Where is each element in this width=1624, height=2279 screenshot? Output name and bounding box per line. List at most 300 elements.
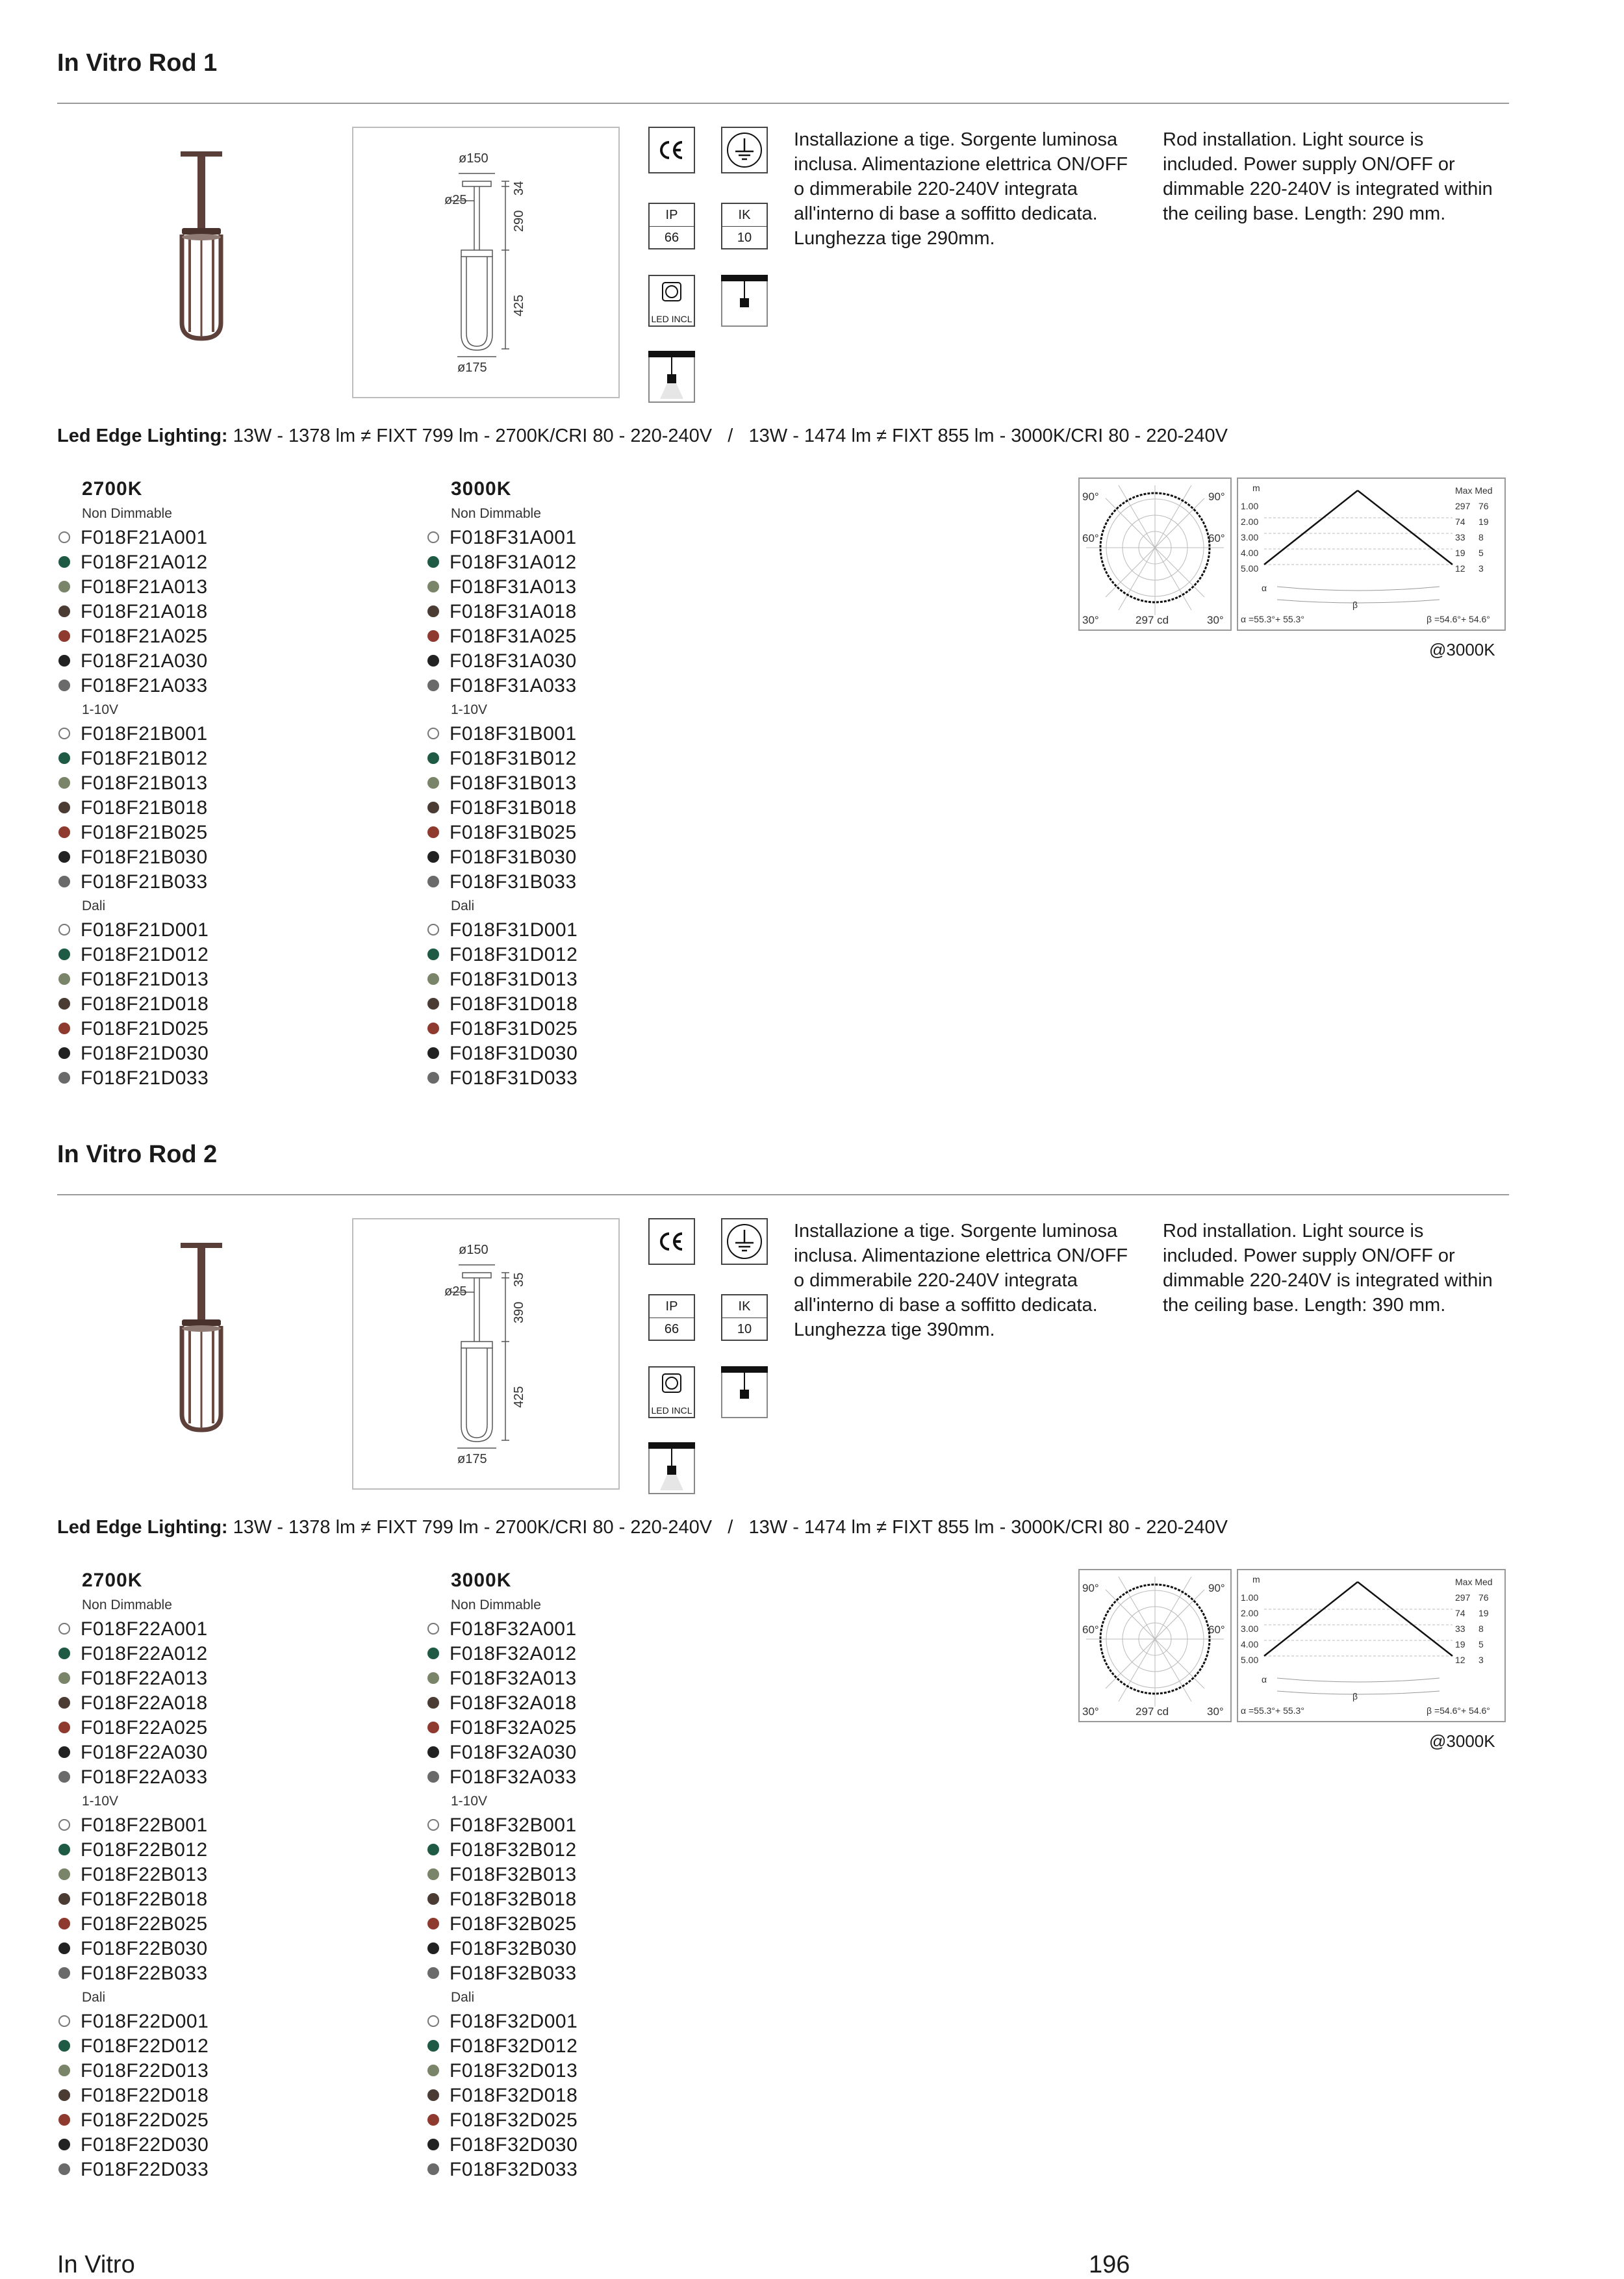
- product-code: F018F32D018: [450, 2085, 578, 2106]
- control-type-label: Non Dimmable: [82, 1598, 172, 1612]
- dim-top-diameter: ø150: [459, 151, 488, 166]
- led-spec-line: [57, 426, 1228, 447]
- product-code: F018F31A013: [450, 576, 577, 598]
- product-code: F018F31A033: [450, 675, 577, 696]
- cone-alpha-range: α =55.3°+ 55.3°: [1241, 614, 1304, 624]
- finish-color-swatch: [427, 1746, 439, 1758]
- product-code-row: [57, 796, 395, 821]
- led-spec-label: Led Edge Lighting:: [57, 1517, 228, 1538]
- ce-mark-icon: [648, 127, 695, 173]
- product-code-row: [57, 1912, 395, 1937]
- product-code-row: [426, 1642, 764, 1666]
- dim-rod-diameter: ø25: [444, 1284, 467, 1299]
- finish-color-swatch: [58, 581, 70, 592]
- product-code: F018F32B030: [450, 1938, 577, 1959]
- product-code-row: [57, 526, 395, 550]
- product-code: F018F22A025: [81, 1717, 208, 1738]
- product-code: F018F22A001: [81, 1618, 208, 1640]
- footer-collection: In Vitro: [57, 2251, 135, 2278]
- product-code: F018F22D001: [81, 2011, 209, 2032]
- ip-rating-badge: IP 66: [648, 203, 695, 249]
- footer-page-number: 196: [1089, 2251, 1130, 2278]
- product-code: F018F22D013: [81, 2060, 209, 2082]
- description-italian: Installazione a tige. Sorgente luminosa inclusa. Alimentazione elettrica ON/OFF o dimmerabile 220-240V integrata all'interno di base a soffitto dedicata. Lunghezza tige 390mm.: [794, 1221, 1128, 1340]
- finish-color-swatch: [427, 630, 439, 642]
- product-code-row: [426, 2158, 764, 2182]
- cone-distance-unit: m: [1252, 1574, 1260, 1585]
- finish-color-swatch: [58, 1623, 70, 1635]
- cone-distance: 1.00: [1241, 501, 1259, 511]
- finish-color-swatch: [427, 1623, 439, 1635]
- cone-med-lux: 5: [1478, 1639, 1484, 1649]
- cone-distance: 2.00: [1241, 516, 1259, 527]
- product-code-row: [426, 1961, 764, 1986]
- control-type-label: 1-10V: [82, 1794, 119, 1809]
- finish-color-swatch: [58, 802, 70, 813]
- finish-color-swatch: [427, 973, 439, 985]
- finish-color-swatch: [427, 826, 439, 838]
- polar-label-30-left: 30°: [1082, 1705, 1099, 1718]
- product-code: F018F31A012: [450, 552, 577, 573]
- finish-color-swatch: [427, 876, 439, 887]
- product-code-row: [57, 624, 395, 649]
- polar-label-60-left: 60°: [1082, 532, 1099, 544]
- control-type-label: Dali: [82, 898, 106, 913]
- cone-med-lux: 76: [1478, 501, 1489, 511]
- rod-mount-icon: [648, 351, 695, 403]
- ceiling-mount-icon: [721, 1366, 768, 1418]
- finish-color-swatch: [427, 924, 439, 936]
- finish-color-swatch: [58, 556, 70, 568]
- finish-color-swatch: [427, 655, 439, 667]
- product-code: F018F22A030: [81, 1742, 208, 1763]
- cone-distance: 3.00: [1241, 1623, 1259, 1634]
- finish-color-swatch: [58, 2139, 70, 2150]
- product-code: F018F22D012: [81, 2035, 209, 2057]
- cone-distance: 4.00: [1241, 1639, 1259, 1649]
- product-code: F018F32B001: [450, 1814, 577, 1836]
- dim-top-diameter: ø150: [459, 1243, 488, 1257]
- description-english: Rod installation. Light source is included. Power supply ON/OFF or dimmable 220-240V is integrated within the ceiling base. Length: 390 mm.: [1163, 1221, 1493, 1316]
- cone-header: Max Med: [1455, 485, 1493, 496]
- polar-label-90-left: 90°: [1082, 1582, 1099, 1594]
- product-code: F018F21D013: [81, 969, 209, 990]
- finish-color-swatch: [427, 1868, 439, 1880]
- product-code-row: [426, 1912, 764, 1937]
- led-included-icon: LED INCL: [648, 1366, 695, 1418]
- product-code-row: [426, 1617, 764, 1642]
- product-code: F018F22B018: [81, 1889, 208, 1910]
- control-type-label: Dali: [451, 1990, 475, 2005]
- description-italian: Installazione a tige. Sorgente luminosa inclusa. Alimentazione elettrica ON/OFF o dimmerabile 220-240V integrata all'interno di base a soffitto dedicata. Lunghezza tige 290mm.: [794, 129, 1128, 249]
- product-code-row: [57, 821, 395, 845]
- polar-label-30-right: 30°: [1207, 1705, 1224, 1718]
- product-code: F018F31D001: [450, 919, 578, 941]
- cone-max-lux: 19: [1455, 1639, 1465, 1649]
- dim-body-height: 425: [512, 1386, 526, 1408]
- product-code-row: [426, 526, 764, 550]
- product-code-row: [426, 2108, 764, 2133]
- product-code-row: [426, 967, 764, 992]
- product-code-row: [426, 870, 764, 895]
- product-code: F018F21A013: [81, 576, 208, 598]
- product-code-row: [426, 796, 764, 821]
- product-code: F018F21B001: [81, 723, 208, 745]
- product-title: In Vitro Rod 2: [57, 1141, 218, 1168]
- product-code-row: [426, 600, 764, 624]
- illuminance-cone-diagram: [1237, 477, 1506, 631]
- finish-color-swatch: [58, 752, 70, 764]
- finish-color-swatch: [58, 2089, 70, 2101]
- finish-color-swatch: [427, 2040, 439, 2052]
- finish-color-swatch: [58, 1844, 70, 1855]
- dim-rod-length: 390: [512, 1301, 526, 1323]
- product-code-row: [426, 943, 764, 967]
- cone-distance: 5.00: [1241, 563, 1259, 574]
- cone-med-lux: 19: [1478, 516, 1489, 527]
- temperature-heading: 2700K: [82, 478, 143, 500]
- photometric-note: @3000K: [1429, 640, 1495, 659]
- product-section-rod-1: [0, 0, 1624, 1091]
- finish-color-swatch: [58, 1918, 70, 1929]
- finish-color-swatch: [58, 2114, 70, 2126]
- product-code: F018F21B012: [81, 748, 208, 769]
- product-code: F018F31A030: [450, 650, 577, 672]
- product-code-row: [57, 1066, 395, 1091]
- product-code: F018F21A033: [81, 675, 208, 696]
- finish-color-swatch: [58, 1047, 70, 1059]
- product-code-row: [426, 746, 764, 771]
- finish-color-swatch: [427, 1844, 439, 1855]
- cone-med-lux: 8: [1478, 532, 1484, 542]
- product-code: F018F31B012: [450, 748, 577, 769]
- product-code-row: [426, 1813, 764, 1838]
- finish-color-swatch: [427, 680, 439, 691]
- finish-color-swatch: [58, 876, 70, 887]
- product-code: F018F21D033: [81, 1067, 209, 1089]
- product-code: F018F32D001: [450, 2011, 578, 2032]
- finish-color-swatch: [427, 531, 439, 543]
- product-code-row: [57, 2009, 395, 2034]
- ip-rating-badge: IP 66: [648, 1294, 695, 1341]
- product-code: F018F21A018: [81, 601, 208, 622]
- product-code-row: [57, 1813, 395, 1838]
- product-code-row: [57, 845, 395, 870]
- product-code: F018F21A025: [81, 626, 208, 647]
- product-code-row: [57, 1716, 395, 1740]
- finish-color-swatch: [427, 1967, 439, 1979]
- cone-max-lux: 12: [1455, 1655, 1465, 1665]
- product-code: F018F31D030: [450, 1043, 578, 1064]
- product-code: F018F21A030: [81, 650, 208, 672]
- product-code-row: [426, 674, 764, 698]
- control-type-label: 1-10V: [451, 702, 488, 717]
- cone-beta-symbol: β: [1352, 1691, 1358, 1701]
- polar-label-60-right: 60°: [1208, 1623, 1225, 1636]
- product-code: F018F32A012: [450, 1643, 577, 1664]
- cone-med-lux: 19: [1478, 1608, 1489, 1618]
- dim-rod-diameter: ø25: [444, 193, 467, 207]
- product-code: F018F22D033: [81, 2159, 209, 2180]
- finish-color-swatch: [58, 1746, 70, 1758]
- ik-rating-badge: IK 10: [721, 203, 768, 249]
- led-spec-values: 13W - 1378 lm ≠ FIXT 799 lm - 2700K/CRI 80 - 220-240V / 13W - 1474 lm ≠ FIXT 855 lm - 3000K/CRI 80 - 220-240V: [227, 1517, 1228, 1538]
- product-code: F018F31D012: [450, 944, 578, 965]
- control-type-label: 1-10V: [451, 1794, 488, 1809]
- product-code-row: [426, 2083, 764, 2108]
- product-code-row: [426, 1887, 764, 1912]
- finish-color-swatch: [427, 777, 439, 789]
- cone-med-lux: 3: [1478, 563, 1484, 574]
- product-code: F018F22A012: [81, 1643, 208, 1664]
- cone-max-lux: 297: [1455, 501, 1471, 511]
- finish-color-swatch: [427, 1942, 439, 1954]
- finish-color-swatch: [58, 531, 70, 543]
- finish-color-swatch: [427, 1672, 439, 1684]
- finish-color-swatch: [58, 1942, 70, 1954]
- cone-med-lux: 76: [1478, 1592, 1489, 1603]
- product-code-row: [57, 1765, 395, 1790]
- finish-color-swatch: [58, 2015, 70, 2027]
- product-code: F018F22B013: [81, 1864, 208, 1885]
- temperature-heading: 3000K: [451, 1570, 512, 1591]
- finish-color-swatch: [58, 1697, 70, 1709]
- finish-color-swatch: [427, 1697, 439, 1709]
- ce-mark-icon: [648, 1218, 695, 1265]
- dim-body-height: 425: [512, 294, 526, 316]
- finish-color-swatch: [427, 556, 439, 568]
- finish-color-swatch: [58, 1967, 70, 1979]
- product-code-row: [57, 943, 395, 967]
- product-code-row: [57, 771, 395, 796]
- product-code: F018F32A001: [450, 1618, 577, 1640]
- product-code-row: [426, 821, 764, 845]
- product-code: F018F22B025: [81, 1913, 208, 1935]
- product-code: F018F22B033: [81, 1963, 208, 1984]
- finish-color-swatch: [58, 973, 70, 985]
- finish-color-swatch: [58, 924, 70, 936]
- product-code-row: [426, 1740, 764, 1765]
- cone-max-lux: 297: [1455, 1592, 1471, 1603]
- product-code-row: [57, 1961, 395, 1986]
- dim-rod-length: 290: [512, 210, 526, 232]
- cone-distance-unit: m: [1252, 483, 1260, 493]
- dimension-drawing: [352, 1218, 620, 1490]
- cone-alpha-range: α =55.3°+ 55.3°: [1241, 1705, 1304, 1716]
- product-code: F018F21A001: [81, 527, 208, 548]
- product-code-row: [426, 1041, 764, 1066]
- finish-color-swatch: [58, 630, 70, 642]
- finish-color-swatch: [427, 1722, 439, 1733]
- product-code: F018F31A001: [450, 527, 577, 548]
- illuminance-cone-diagram: [1237, 1569, 1506, 1722]
- cone-distance: 4.00: [1241, 548, 1259, 558]
- cone-beta-symbol: β: [1352, 600, 1358, 610]
- code-column-2700k: [57, 1569, 395, 2182]
- code-column-3000k: [426, 1569, 764, 2182]
- product-code-row: [57, 1691, 395, 1716]
- earth-ground-icon: [721, 127, 768, 173]
- finish-color-swatch: [58, 1722, 70, 1733]
- product-code-row: [57, 1740, 395, 1765]
- cone-distance: 3.00: [1241, 532, 1259, 542]
- product-code: F018F21A012: [81, 552, 208, 573]
- product-section-rod-2: [0, 1091, 1624, 2183]
- ik-rating-badge: IK 10: [721, 1294, 768, 1341]
- finish-color-swatch: [427, 1771, 439, 1783]
- product-code: F018F32D012: [450, 2035, 578, 2057]
- product-code: F018F22B001: [81, 1814, 208, 1836]
- finish-color-swatch: [58, 777, 70, 789]
- section-divider: [57, 1194, 1509, 1195]
- product-photo: [136, 1238, 266, 1445]
- cone-distance: 1.00: [1241, 1592, 1259, 1603]
- product-title: In Vitro Rod 1: [57, 49, 218, 77]
- rod-mount-icon: [648, 1442, 695, 1494]
- product-code-row: [426, 550, 764, 575]
- cone-max-lux: 33: [1455, 1623, 1465, 1634]
- product-code: F018F21B033: [81, 871, 208, 893]
- product-code-row: [426, 1937, 764, 1961]
- product-code: F018F21D012: [81, 944, 209, 965]
- product-code: F018F32A030: [450, 1742, 577, 1763]
- product-code-row: [426, 1716, 764, 1740]
- finish-color-swatch: [58, 680, 70, 691]
- product-code-row: [57, 1937, 395, 1961]
- finish-color-swatch: [58, 826, 70, 838]
- cone-beta-range: β =54.6°+ 54.6°: [1427, 614, 1490, 624]
- product-code-row: [57, 2034, 395, 2059]
- dim-body-diameter: ø175: [457, 361, 487, 375]
- cone-alpha-symbol: α: [1262, 583, 1267, 593]
- polar-label-90-right: 90°: [1208, 490, 1225, 503]
- finish-color-swatch: [427, 605, 439, 617]
- finish-color-swatch: [427, 1072, 439, 1084]
- product-code-row: [57, 1666, 395, 1691]
- finish-color-swatch: [427, 1047, 439, 1059]
- finish-color-swatch: [58, 998, 70, 1010]
- product-code: F018F31B033: [450, 871, 577, 893]
- finish-color-swatch: [427, 752, 439, 764]
- code-column-2700k: [57, 477, 395, 1091]
- product-code: F018F22D025: [81, 2109, 209, 2131]
- control-type-label: Dali: [82, 1990, 106, 2005]
- finish-color-swatch: [427, 802, 439, 813]
- product-code-row: [57, 722, 395, 746]
- product-code-row: [57, 918, 395, 943]
- finish-color-swatch: [427, 1819, 439, 1831]
- product-code: F018F32A033: [450, 1766, 577, 1788]
- product-code-row: [57, 2059, 395, 2083]
- led-spec-line: [57, 1517, 1228, 1538]
- finish-color-swatch: [427, 1023, 439, 1034]
- finish-color-swatch: [58, 1893, 70, 1905]
- finish-color-swatch: [427, 2163, 439, 2175]
- control-type-label: Non Dimmable: [451, 1598, 541, 1612]
- polar-label-30-right: 30°: [1207, 614, 1224, 626]
- control-type-label: Non Dimmable: [82, 506, 172, 521]
- cone-distance: 2.00: [1241, 1608, 1259, 1618]
- product-code-row: [426, 1838, 764, 1863]
- product-code: F018F32A025: [450, 1717, 577, 1738]
- finish-color-swatch: [427, 949, 439, 960]
- product-code-row: [57, 2158, 395, 2182]
- finish-color-swatch: [427, 581, 439, 592]
- product-code: F018F21B018: [81, 797, 208, 819]
- polar-label-60-left: 60°: [1082, 1623, 1099, 1636]
- product-code-row: [426, 575, 764, 600]
- product-code-row: [57, 746, 395, 771]
- product-code-row: [426, 2009, 764, 2034]
- product-code-row: [426, 2059, 764, 2083]
- control-type-label: 1-10V: [82, 702, 119, 717]
- product-code-row: [426, 624, 764, 649]
- product-code-row: [57, 870, 395, 895]
- polar-label-90-right: 90°: [1208, 1582, 1225, 1594]
- dim-body-diameter: ø175: [457, 1452, 487, 1466]
- product-code-row: [57, 1887, 395, 1912]
- cone-distance: 5.00: [1241, 1655, 1259, 1665]
- product-code-row: [426, 1863, 764, 1887]
- product-code: F018F31B018: [450, 797, 577, 819]
- finish-color-swatch: [58, 2163, 70, 2175]
- finish-color-swatch: [427, 2065, 439, 2076]
- product-code-row: [57, 1017, 395, 1041]
- product-code: F018F32D033: [450, 2159, 578, 2180]
- product-code-row: [426, 992, 764, 1017]
- product-code: F018F21D001: [81, 919, 209, 941]
- product-photo: [136, 146, 266, 354]
- product-code: F018F32B013: [450, 1864, 577, 1885]
- finish-color-swatch: [427, 2089, 439, 2101]
- polar-diagram: [1078, 477, 1232, 631]
- product-code-row: [426, 1691, 764, 1716]
- cone-max-lux: 33: [1455, 532, 1465, 542]
- product-code: F018F31B013: [450, 772, 577, 794]
- product-code-row: [426, 2133, 764, 2158]
- product-code: F018F31D025: [450, 1018, 578, 1039]
- finish-color-swatch: [58, 1023, 70, 1034]
- polar-label-60-right: 60°: [1208, 532, 1225, 544]
- product-code: F018F31D013: [450, 969, 578, 990]
- finish-color-swatch: [58, 1672, 70, 1684]
- code-column-3000k: [426, 477, 764, 1091]
- product-code-row: [426, 771, 764, 796]
- polar-label-30-left: 30°: [1082, 614, 1099, 626]
- product-code: F018F21B030: [81, 847, 208, 868]
- product-code-row: [57, 2133, 395, 2158]
- product-code-row: [57, 1617, 395, 1642]
- ceiling-mount-icon: [721, 275, 768, 327]
- product-code: F018F31B001: [450, 723, 577, 745]
- cone-med-lux: 8: [1478, 1623, 1484, 1634]
- product-code: F018F32B012: [450, 1839, 577, 1861]
- product-code-row: [57, 1041, 395, 1066]
- product-code-row: [57, 1863, 395, 1887]
- product-code: F018F22A018: [81, 1692, 208, 1714]
- product-code-row: [57, 2108, 395, 2133]
- product-code: F018F21B013: [81, 772, 208, 794]
- finish-color-swatch: [427, 998, 439, 1010]
- finish-color-swatch: [58, 1771, 70, 1783]
- product-code: F018F22A013: [81, 1668, 208, 1689]
- product-code: F018F22D030: [81, 2134, 209, 2156]
- product-code-row: [57, 649, 395, 674]
- product-code: F018F31A018: [450, 601, 577, 622]
- product-code: F018F22D018: [81, 2085, 209, 2106]
- finish-color-swatch: [427, 1893, 439, 1905]
- polar-candela: 297 cd: [1136, 1705, 1169, 1718]
